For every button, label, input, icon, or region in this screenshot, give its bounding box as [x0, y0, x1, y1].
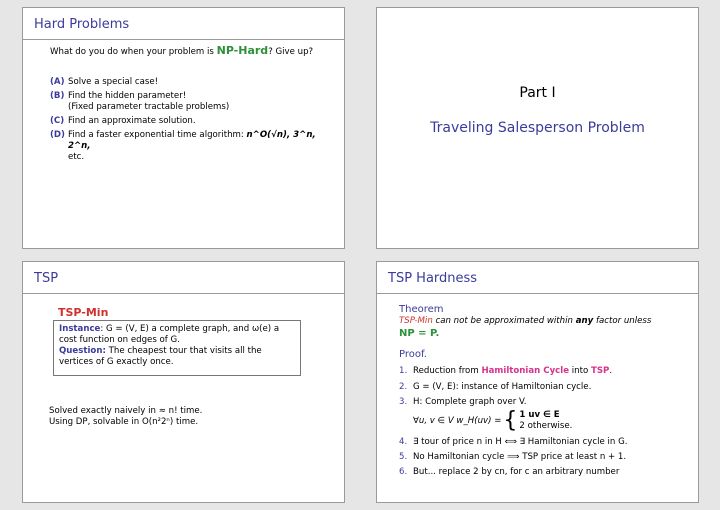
tsp-term: TSP: [590, 366, 610, 376]
option-subtext: etc.: [68, 152, 85, 162]
intro-post: ? Give up?: [268, 47, 314, 57]
option-d: [50, 130, 338, 163]
proof-step: [399, 467, 619, 478]
proof-label: Proof.: [399, 349, 427, 360]
step-number: 4.: [399, 437, 408, 447]
instance-text: : G = (V, E) a complete graph, and ω(e) a cost function on edges of G.: [59, 324, 280, 345]
weight-case-edge: 1 uv ∈ E: [519, 410, 560, 420]
step-text: ∃ tour of price n in H ⟺ ∃ Hamiltonian cycle in G.: [413, 437, 628, 447]
naive-time-line: Solved exactly naively in ≈ n! time.: [49, 406, 203, 416]
slide-tsp-hardness: [376, 261, 699, 503]
step-number: 5.: [399, 452, 408, 462]
hamiltonian-cycle-term: Hamiltonian Cycle: [481, 366, 570, 376]
option-text: Find an approximate solution.: [68, 116, 196, 126]
option-label: (A): [50, 77, 65, 87]
step-text: into: [569, 366, 591, 376]
question-label: Question:: [59, 346, 106, 356]
theorem-emphasis: any: [575, 316, 594, 326]
option-text: Find a faster exponential time algorithm:: [68, 130, 247, 140]
option-c: [50, 116, 338, 127]
np-equals-p: NP = P.: [399, 328, 440, 339]
np-hard-term: NP-Hard: [216, 44, 269, 57]
theorem-label: Theorem: [399, 304, 444, 315]
part-subtitle: Traveling Salesperson Problem: [430, 120, 645, 136]
option-a: [50, 77, 338, 88]
step-text: G = (V, E): instance of Hamiltonian cycle.: [413, 382, 592, 392]
intro-pre: What do you do when your problem is: [50, 47, 217, 57]
step-text: But... replace 2 by cn, for c an arbitrary number: [413, 467, 620, 477]
option-subtext: (Fixed parameter tractable problems): [68, 102, 230, 112]
title-divider: [377, 293, 698, 294]
intro-text: [50, 45, 313, 58]
part-heading: Part I: [519, 85, 556, 101]
step-number: 2.: [399, 382, 408, 392]
proof-step: [399, 397, 527, 408]
step-text: Reduction from: [413, 366, 482, 376]
weight-definition: [413, 410, 572, 432]
option-b: [50, 91, 338, 113]
slide-hard-problems: [22, 7, 345, 249]
step-text: No Hamiltonian cycle ⟹ TSP price at least n + 1.: [413, 452, 627, 462]
option-label: (C): [50, 116, 65, 126]
proof-step: [399, 366, 612, 377]
step-number: 1.: [399, 366, 408, 376]
theorem-text-part: factor unless: [593, 316, 652, 326]
option-math: n^O(√n), 3^n, 2^n,: [68, 130, 316, 151]
complexity-notes: [49, 406, 202, 428]
theorem-text-part: can not be approximated within: [432, 316, 576, 326]
theorem-text: [399, 316, 651, 327]
slide-title: TSP Hardness: [388, 271, 478, 286]
brace-symbol: {: [503, 408, 518, 433]
proof-step: [399, 437, 627, 448]
step-text: H: Complete graph over V.: [413, 397, 527, 407]
slide-title: TSP: [34, 271, 59, 286]
option-label: (D): [50, 130, 65, 140]
question-text: The cheapest tour that visits all the vertices of G exactly once.: [59, 346, 262, 367]
option-text: Solve a special case!: [68, 77, 159, 87]
proof-step: [399, 382, 591, 393]
weight-case-otherwise: 2 otherwise.: [519, 421, 573, 431]
proof-step: [399, 452, 626, 463]
option-label: (B): [50, 91, 65, 101]
slide-title: Hard Problems: [34, 17, 130, 32]
title-divider: [23, 293, 344, 294]
problem-definition-box: [53, 320, 301, 376]
dp-time-line: Using DP, solvable in O(n²2ⁿ) time.: [49, 417, 199, 427]
step-number: 6.: [399, 467, 408, 477]
slide-part-one: [376, 7, 699, 249]
weight-lhs: ∀u, v ∈ V w_H(uv) =: [413, 415, 502, 426]
instance-label: Instance: [59, 324, 101, 334]
option-text: Find the hidden parameter!: [68, 91, 187, 101]
step-number: 3.: [399, 397, 408, 407]
theorem-problem: TSP-Min: [399, 316, 433, 326]
tsp-min-heading: TSP-Min: [58, 306, 109, 319]
step-text: .: [609, 366, 613, 376]
slide-tsp: [22, 261, 345, 503]
title-divider: [23, 39, 344, 40]
